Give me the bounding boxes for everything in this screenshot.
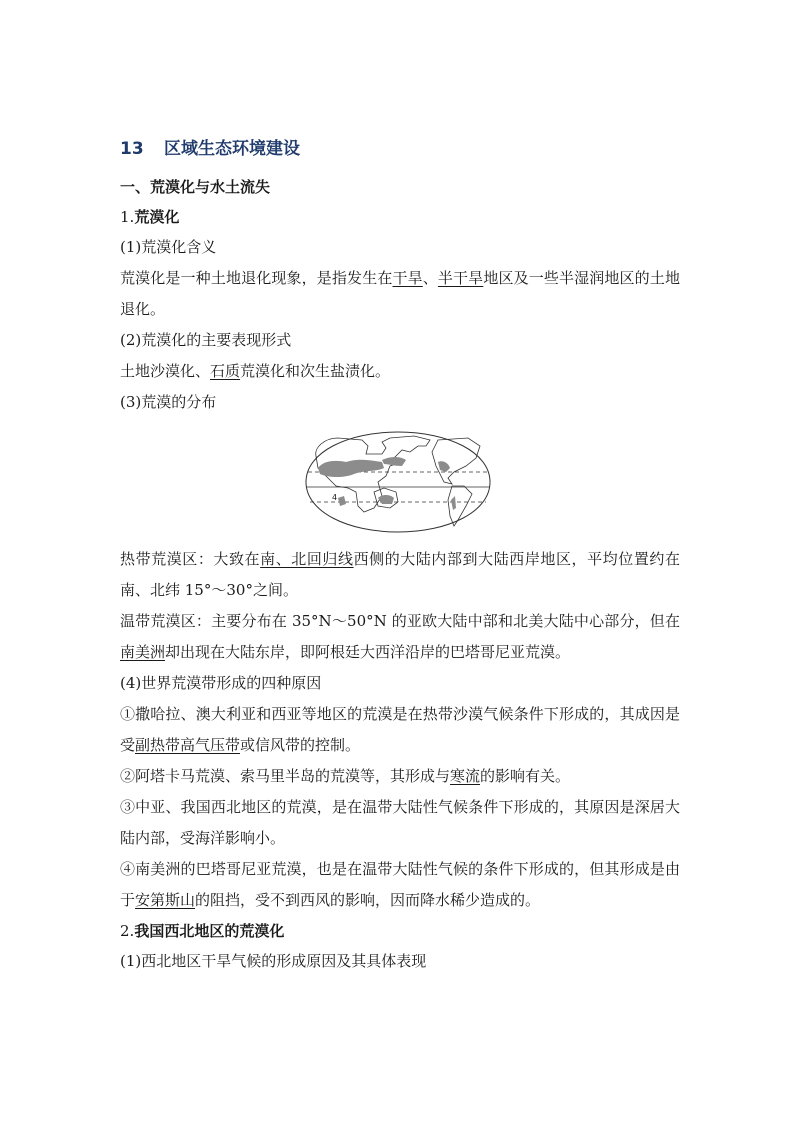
text-run: 地区及一些半湿润地区的土地退化。: [120, 269, 680, 318]
chapter-title: [120, 136, 680, 162]
paragraph: ③中亚、我国西北地区的荒漠，是在温带大陆性气候条件下形成的，其原因是深居大陆内部，受海洋影响小。: [120, 798, 680, 847]
paragraph: [120, 544, 680, 606]
underlined-term: 南美洲: [120, 643, 166, 661]
underlined-term: 副热带高气压带: [135, 736, 241, 754]
text-run: 的影响有关。: [480, 767, 571, 785]
chapter-number: 13: [120, 139, 144, 159]
chapter-title-text: 区域生态环境建设: [164, 139, 300, 159]
paragraph: [120, 263, 680, 325]
subsection-title: 我国西北地区的荒漠化: [134, 922, 285, 940]
text-run: 却出现在大陆东岸，即阿根廷大西洋沿岸的巴塔哥尼亚荒漠。: [165, 643, 571, 661]
paragraph: [120, 761, 680, 792]
paragraph: [120, 606, 680, 668]
text-run: 温带荒漠区：主要分布在 35°N～50°N 的亚欧大陆中部和北美大陆中心部分，但在: [120, 612, 680, 630]
paragraph: [120, 699, 680, 761]
text-run: ①撒哈拉、澳大利亚和西亚等地区的荒漠是在热带沙漠气候条件下形成的，其成因是受: [120, 705, 680, 754]
underlined-term: 安第斯山: [135, 891, 196, 909]
document-page: [120, 136, 680, 977]
paragraph: [120, 854, 680, 916]
text-run: 热带荒漠区：大致在: [120, 550, 261, 568]
subsection-heading: [120, 202, 680, 232]
underlined-term: 石质: [210, 362, 241, 380]
subsection-title: 荒漠化: [134, 208, 180, 226]
text-run: ②阿塔卡马荒漠、索马里半岛的荒漠等，其形成与: [120, 767, 451, 785]
text-run: 荒漠化和次生盐渍化。: [240, 362, 391, 380]
text-run: ④南美洲的巴塔哥尼亚荒漠，也是在温带大陆性气候的条件下形成的，但其形成是由于: [120, 860, 680, 909]
world-desert-map: [298, 426, 498, 538]
section-heading: 一、荒漠化与水土流失: [120, 178, 271, 196]
underlined-term: 南、北回归线: [260, 550, 354, 568]
paragraph: [120, 356, 680, 387]
item-heading: (4)世界荒漠带形成的四种原因: [120, 674, 322, 692]
text-run: 土地沙漠化、: [120, 362, 211, 380]
underlined-term: 干旱: [392, 269, 423, 287]
text-run: 、: [422, 269, 438, 287]
text-run: 的阻挡，受不到西风的影响，因而降水稀少造成的。: [195, 891, 541, 909]
item-heading: (3)荒漠的分布: [120, 393, 217, 411]
item-heading: (1)荒漠化含义: [120, 238, 217, 256]
map-marker-label: 4: [332, 493, 338, 502]
map-outline: [306, 432, 490, 532]
underlined-term: 半干旱: [437, 269, 484, 287]
text-run: 西侧的大陆内部到大陆西岸地区，平均位置约在南、北纬 15°～30°之间。: [120, 550, 680, 599]
text-run: 荒漠化是一种土地退化现象，是指发生在: [120, 269, 393, 287]
underlined-term: 寒流: [450, 767, 481, 785]
item-heading: (2)荒漠化的主要表现形式: [120, 331, 292, 349]
subsection-heading: [120, 916, 680, 946]
text-run: 或信风带的控制。: [240, 736, 361, 754]
subsection-number: 2.: [120, 922, 135, 940]
subsection-number: 1.: [120, 208, 135, 226]
item-heading: (1)西北地区干旱气候的形成原因及其具体表现: [120, 952, 427, 970]
